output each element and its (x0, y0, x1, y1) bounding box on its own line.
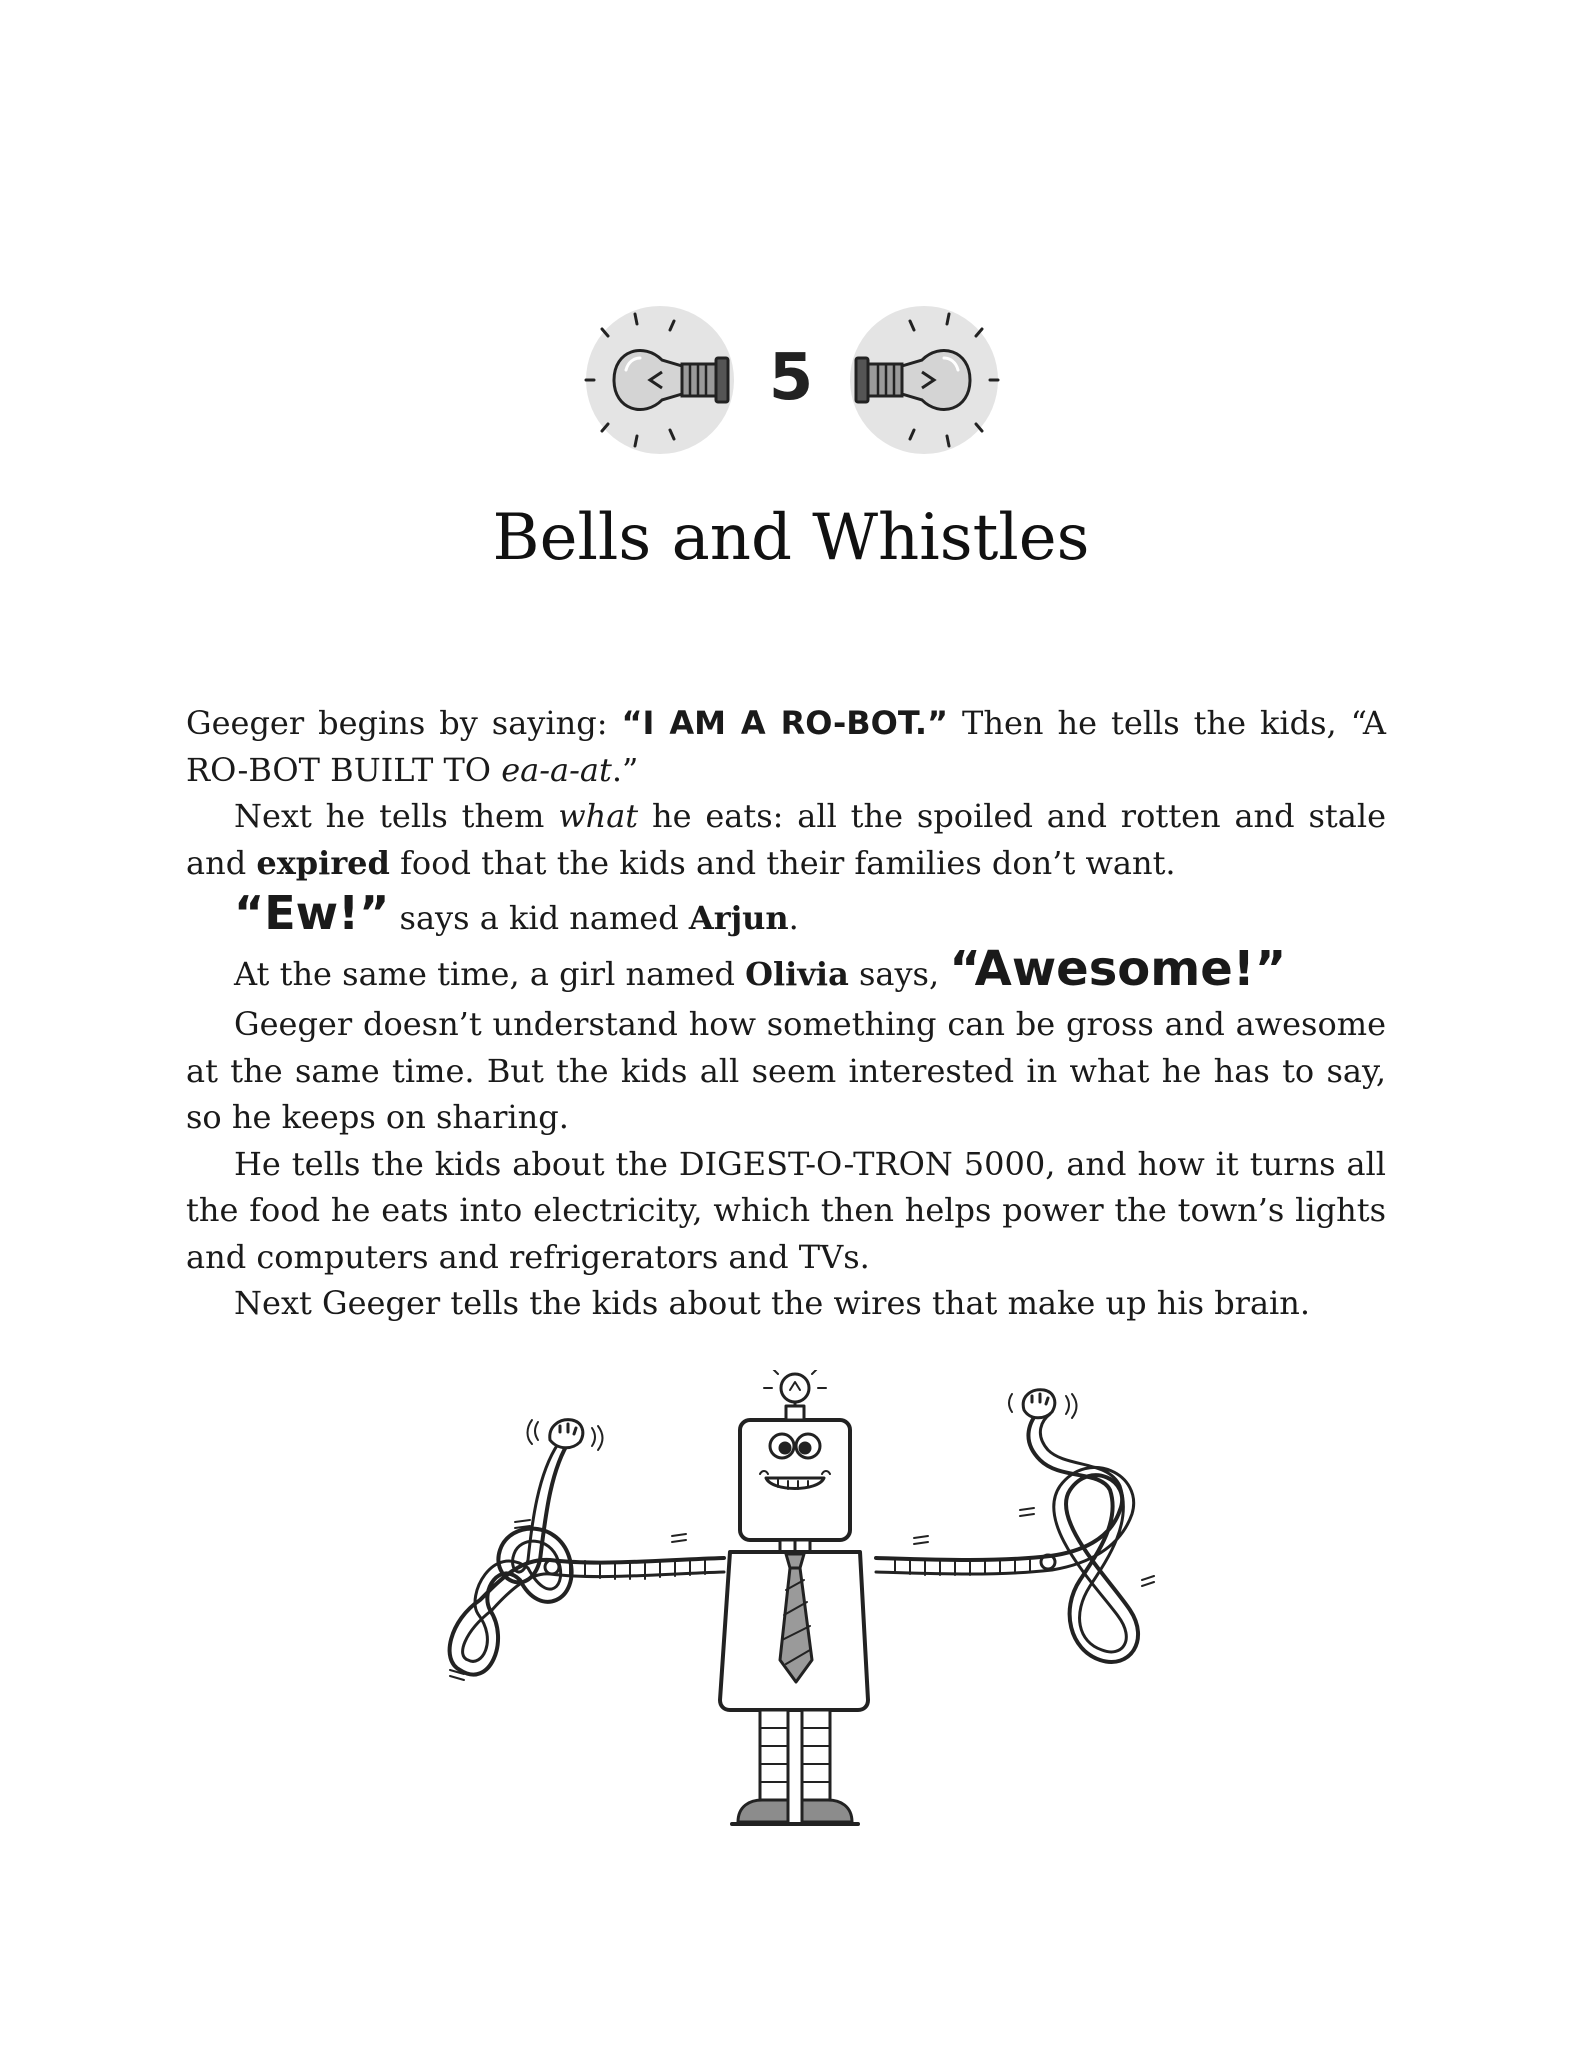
paragraph-6: He tells the kids about the DIGEST-O-TRON 5000, and how it turns all the food he eats into electricity, which then helps power the town’s lights and computers and refrigerators and TVs. (186, 1144, 1386, 1276)
lightbulb-icon (840, 300, 1010, 460)
paragraph-4 (186, 940, 1386, 998)
eat-italic: ea-a-at (501, 750, 612, 789)
text-run: .” (611, 750, 639, 789)
robot-illustration (420, 1370, 1180, 1830)
paragraph-7: Next Geeger tells the kids about the wires that make up his brain. (234, 1284, 1311, 1322)
paragraph-2 (186, 793, 1386, 886)
body-text (186, 700, 1386, 1327)
paragraph-1 (186, 700, 1386, 793)
text-run: Next he tells them (234, 797, 559, 835)
text-run: says a kid named (389, 899, 689, 937)
chapter-header (0, 300, 1582, 460)
arjun-name: Arjun (688, 899, 789, 937)
ew-exclamation: “Ew!” (234, 886, 390, 940)
text-run: Then he tells the kids, “A RO-BOT BUILT TO (186, 704, 1387, 789)
paragraph-5: Geeger doesn’t understand how something can be gross and awesome at the same time. But the kids all seem interested in what he has to say, so he keeps on sharing. (186, 1005, 1386, 1136)
text-run: he eats: all the spoiled and rotten and stale and (186, 797, 1387, 882)
text-run: says, (848, 954, 950, 993)
chapter-number: 5 (768, 341, 814, 415)
chapter-title: Bells and Whistles (492, 501, 1090, 575)
lightbulb-icon (574, 300, 744, 460)
what-italic: what (558, 797, 639, 835)
text-run: At the same time, a girl named (234, 954, 746, 993)
olivia-name: Olivia (745, 954, 849, 993)
text-run: . (788, 899, 799, 937)
text-run: Geeger begins by saying: (186, 704, 622, 742)
awesome-exclamation: “Awesome!” (949, 940, 1287, 997)
text-run: food that the kids and their families don’t want. (389, 843, 1176, 882)
paragraph-3 (186, 886, 1386, 942)
expired-bold: expired (256, 843, 390, 882)
robot-quote: “I AM A RO-BOT.” (621, 704, 949, 742)
